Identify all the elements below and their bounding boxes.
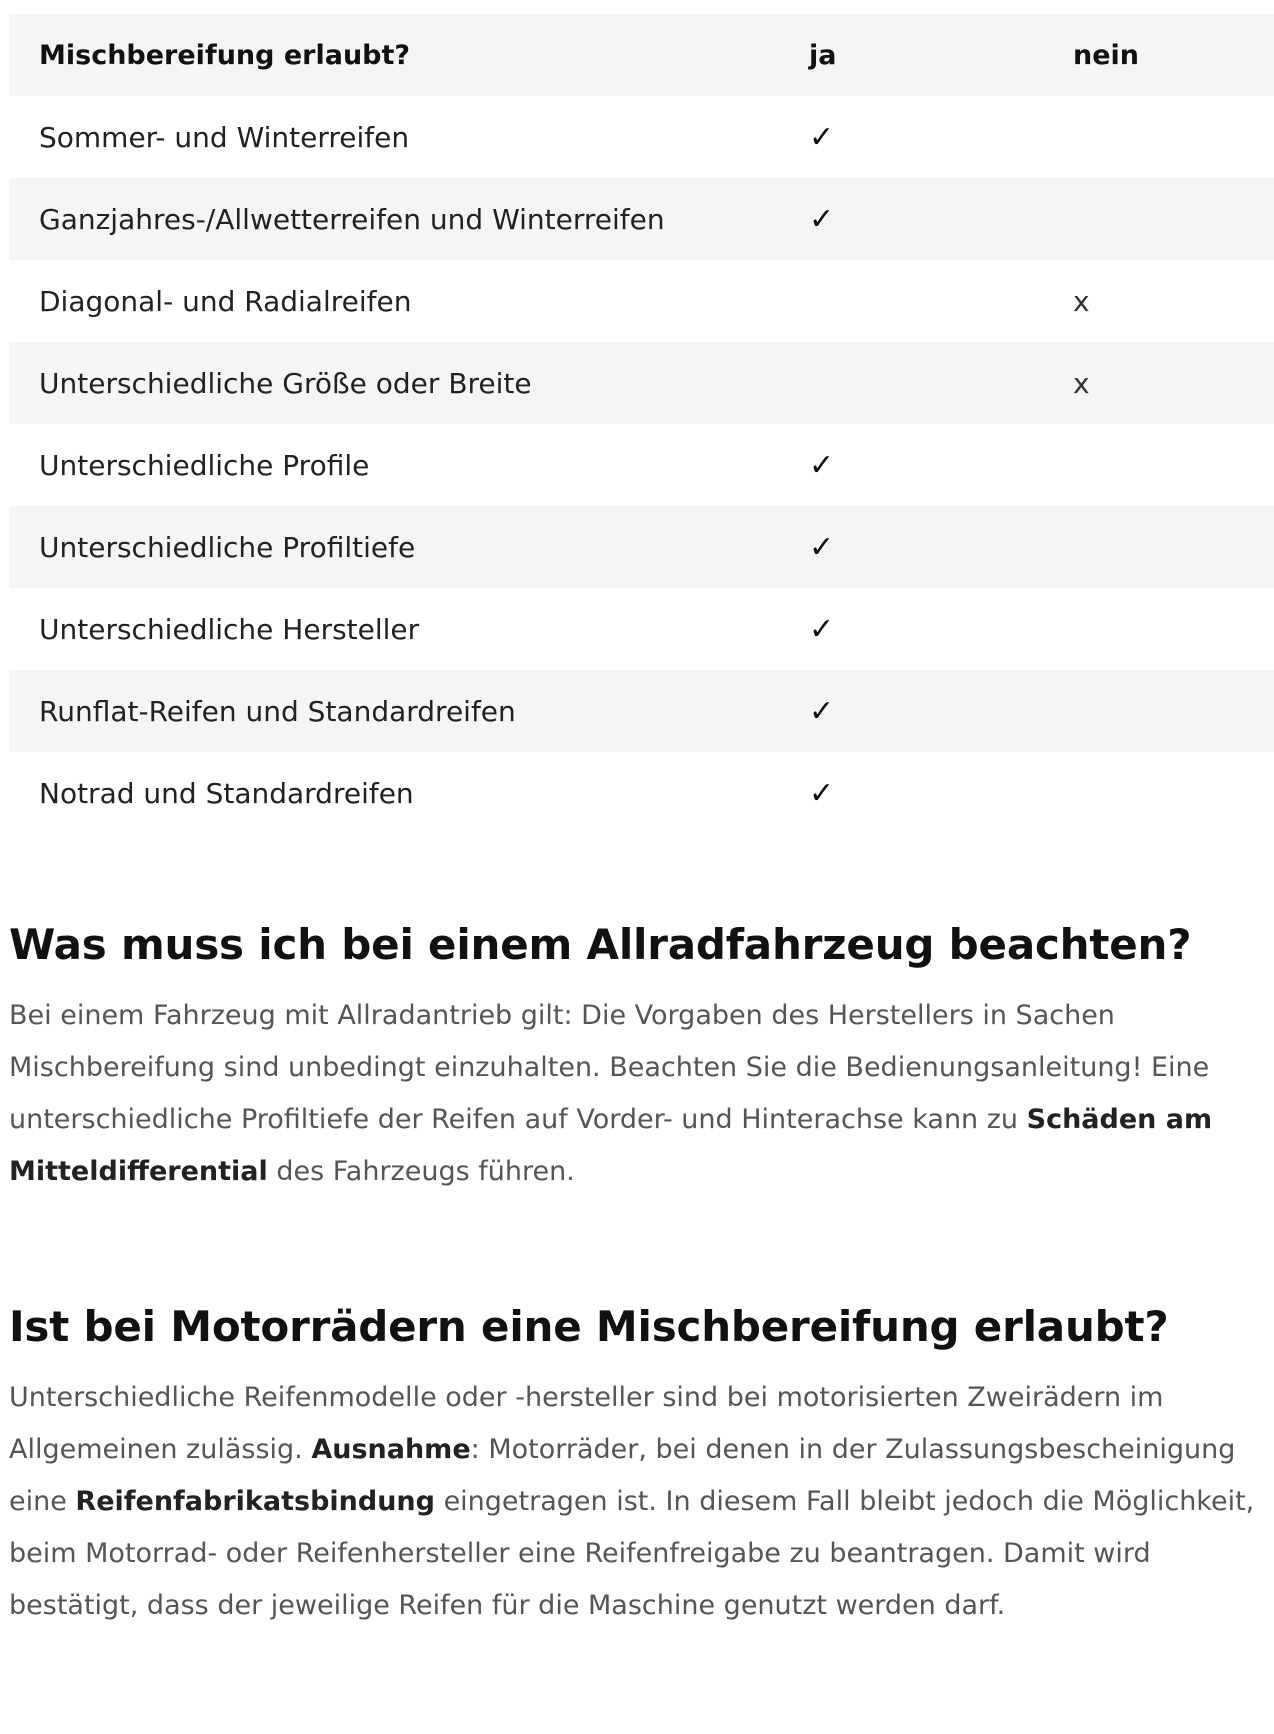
- ja-checkmark-icon: ✓: [809, 447, 835, 483]
- allrad-section: [9, 918, 1274, 1198]
- nein-cell: [1043, 670, 1274, 752]
- motorcycle-paragraph: [9, 1372, 1274, 1632]
- nein-cell: [1043, 588, 1274, 670]
- header-question: Mischbereifung erlaubt?: [9, 14, 779, 96]
- table-row: [9, 260, 1274, 342]
- table-header-row: [9, 14, 1274, 96]
- header-ja: ja: [779, 14, 1043, 96]
- table-row: [9, 506, 1274, 588]
- ja-checkmark-icon: ✓: [809, 119, 835, 155]
- moto-text-2: : Motorräder, bei denen in der Zulassungsbescheinigung eine: [9, 1434, 1236, 1517]
- nein-cross-icon: x: [1043, 342, 1274, 424]
- ja-checkmark-icon: ✓: [809, 775, 835, 811]
- ja-cell: [779, 260, 1043, 342]
- allrad-text-2: des Fahrzeugs führen.: [267, 1156, 575, 1187]
- nein-cell: [1043, 752, 1274, 834]
- allrad-bold-damage: Schäden am Mitteldifferential: [9, 1104, 1213, 1187]
- row-label: Runflat-Reifen und Standardreifen: [9, 670, 779, 752]
- motorcycle-section: [9, 1300, 1274, 1632]
- table-row: [9, 670, 1274, 752]
- allrad-paragraph: [9, 990, 1274, 1198]
- table-row: [9, 342, 1274, 424]
- table-row: [9, 752, 1274, 834]
- ja-checkmark-icon: ✓: [779, 178, 1043, 260]
- row-label: Unterschiedliche Profile: [39, 448, 370, 482]
- allrad-text-1: Bei einem Fahrzeug mit Allradantrieb gilt: Die Vorgaben des Herstellers in Sachen Mischbereifung sind unbedingt einzuhalten. Beachten Sie die Bedienungsanleitung! Eine unterschiedliche Profiltiefe der Reifen auf Vorder- und Hinterachse kann zu: [9, 1000, 1210, 1135]
- nein-cross-icon: x: [1073, 284, 1090, 318]
- motorcycle-heading: Ist bei Motorrädern eine Mischbereifung erlaubt?: [9, 1302, 1169, 1351]
- moto-bold-exception: Ausnahme: [311, 1434, 471, 1465]
- ja-checkmark-icon: ✓: [779, 506, 1043, 588]
- header-nein: nein: [1043, 14, 1274, 96]
- allrad-heading: Was muss ich bei einem Allradfahrzeug beachten?: [9, 920, 1192, 969]
- row-label: Sommer- und Winterreifen: [39, 120, 410, 154]
- tire-table-wrapper: [9, 14, 1274, 834]
- ja-cell: [779, 342, 1043, 424]
- table-row: [9, 96, 1274, 178]
- row-label: Unterschiedliche Profiltiefe: [9, 506, 779, 588]
- moto-text-3: eingetragen ist. In diesem Fall bleibt jedoch die Möglichkeit, beim Motorrad- oder Reifenhersteller eine Reifenfreigabe zu beantragen. Damit wird bestätigt, dass der jeweilige Reifen für die Maschine genutzt werden darf.: [9, 1486, 1255, 1621]
- moto-bold-binding: Reifenfabrikatsbindung: [75, 1486, 435, 1517]
- ja-checkmark-icon: ✓: [809, 611, 835, 647]
- row-label: Notrad und Standardreifen: [39, 776, 414, 810]
- mixed-tires-table: [9, 14, 1274, 834]
- table-row: [9, 178, 1274, 260]
- nein-cell: [1043, 96, 1274, 178]
- nein-cell: [1043, 178, 1274, 260]
- row-label: Diagonal- und Radialreifen: [39, 284, 412, 318]
- row-label: Unterschiedliche Hersteller: [39, 612, 420, 646]
- ja-checkmark-icon: ✓: [779, 670, 1043, 752]
- nein-cell: [1043, 506, 1274, 588]
- table-row: [9, 588, 1274, 670]
- table-row: [9, 424, 1274, 506]
- row-label: Ganzjahres-/Allwetterreifen und Winterreifen: [9, 178, 779, 260]
- row-label: Unterschiedliche Größe oder Breite: [9, 342, 779, 424]
- moto-text-1: Unterschiedliche Reifenmodelle oder -hersteller sind bei motorisierten Zweirädern im Allgemeinen zulässig.: [9, 1382, 1164, 1465]
- nein-cell: [1043, 424, 1274, 506]
